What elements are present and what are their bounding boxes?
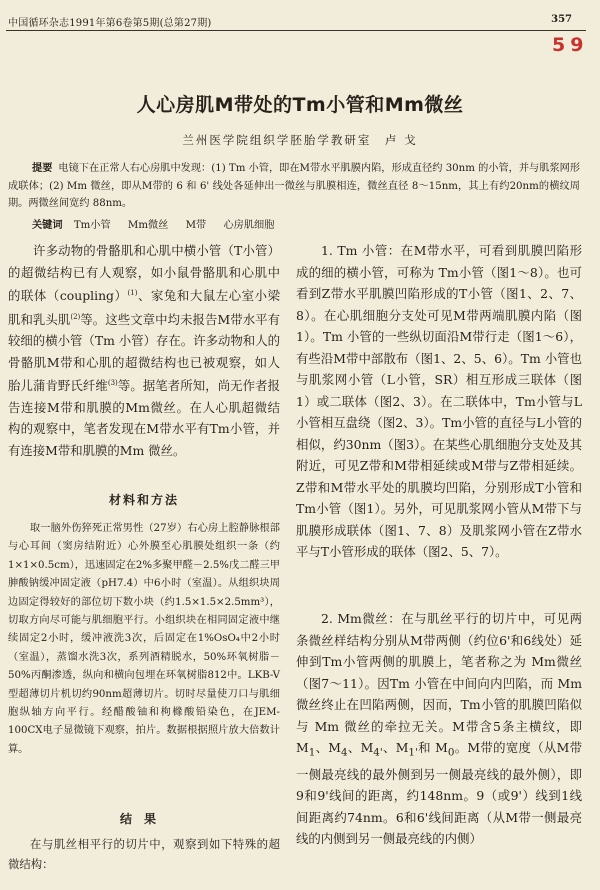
- intro-text: 、家兔和大鼠左心室小梁肌和乳头肌: [8, 288, 280, 327]
- intro-paragraph: [8, 240, 280, 461]
- citation: (2): [70, 312, 81, 321]
- keyword: M带: [185, 220, 207, 231]
- intro-text: 等。这些文章中均未报告M带水平有较细的横小管（Tm 小管）存在。许多动物和人的骨骼肌M带和心肌的超微结构也已被观察，如人胎儿蒲肯野氏纤维: [8, 311, 281, 394]
- abstract-text: 电镜下在正常人右心房肌中发现：(1) Tm 小管，即在M带水平肌膜内陷，形成直径约 30nm 的小管，并与肌浆网形成联体；(2) Mm 微丝，即从M带的 6 和 6' 线处各延伸出一微丝与肌膜相连，微丝直径 8～15nm，其上有约20nm的横纹周期。两微丝间宽约 88nm。: [8, 163, 581, 209]
- result-text: 、M: [347, 740, 374, 755]
- section-heading-methods: 材料和方法: [108, 493, 179, 507]
- abstract-label: 提要: [32, 163, 53, 174]
- section-heading-results: 结果: [119, 812, 168, 826]
- result-item-mm-filament: [296, 608, 582, 850]
- author-affiliation: 兰州医学院组织学胚胎学教研室 卢 戈: [182, 133, 418, 147]
- header-rule: [6, 30, 586, 31]
- page-number: 357: [551, 14, 572, 25]
- keywords: [32, 216, 288, 231]
- methods-paragraph: 取一脑外伤猝死正常男性（27岁）右心房上腔静脉根部与心耳间（窦房结附近）心外膜至心肌膜处组织一条（约1×1×0.5cm），迅速固定在2%多聚甲醛－2.5%戊二醛三甲胂酸钠缓冲固定液（pH7.4）中6小时（室温）。从组织块周边固定得较好的部位切下数小块（约1.5×1.5×2.5mm³），切取方向尽可能与肌细胞平行。小组织块在相同固定液中继续固定2小时，缓冲液洗3次，后固定在1%OsO₄中2小时（室温），蒸馏水洗3次，系列酒精脱水，50%环氧树脂－50%丙酮渗透，纵向和横向包埋在环氧树脂812中。LKB-V型超薄切片机切约90nm超薄切片。切时尽量使刀口与肌细胞纵轴方向平行。经醋酸铀和枸橼酸铅染色，在JEM-100CX电子显微镜下观察，拍片。数据根据照片放大倍数计算。: [8, 523, 280, 755]
- abstract: [8, 160, 580, 213]
- citation: (3): [107, 379, 118, 388]
- result-text: 、M: [315, 740, 341, 755]
- subscript: 4': [373, 746, 383, 759]
- subscript: 1: [308, 746, 316, 759]
- result-text: 、M: [382, 740, 409, 755]
- intro-text: 许多动物的骨骼肌和心肌中横小管（T小管）的超微结构已有人观察，如小鼠骨骼肌和心肌中的联体（coupling）: [8, 243, 280, 304]
- keyword: Tm小管: [73, 220, 111, 231]
- red-page-stamp: 59: [552, 34, 589, 56]
- subscript: 1': [408, 746, 418, 759]
- subscript: 0: [447, 746, 455, 759]
- results-paragraph: 在与肌丝相平行的切片中，观察到如下特殊的超微结构：: [8, 837, 280, 871]
- keyword: Mm微丝: [127, 220, 169, 231]
- keyword: 心房肌细胞: [223, 220, 275, 231]
- article-title: 人心房肌M带处的Tm小管和Mm微丝: [136, 94, 464, 116]
- intro-text: 等。据笔者所知，尚无作者报告连接M带和肌膜的Mm微丝。在人心肌超微结构的观察中，笔者发现在M带水平有Tm小管，并有连接M带和肌膜的Mm 微丝。: [8, 378, 281, 458]
- keywords-label: 关键词: [32, 220, 63, 231]
- citation: (1): [127, 289, 138, 297]
- result-item-tm-tubule: 1. Tm 小管：在M带水平，可看到肌膜凹陷形成的细的横小管，可称为 Tm小管（图1～8）。也可看到Z带水平肌膜凹陷形成的T小管（图1、2、7、8）。在心肌细胞分支处可见M带两端肌膜内陷（图1）。Tm 小管的一些纵切面沿M带行走（图1～6），有些沿M带中部散布（图1、2、5、6）。Tm 小管也与肌浆网小管（L小管，SR）相互形成三联体（图1）或二联体（图2、3）。在二联体中，Tm小管与L小管相互盘绕（图2、3）。Tm小管的直径与L小管的相似，约30nm（图3）。在某些心肌细胞分支处及其附近，可见Z带和M带相延续或M带与Z带相延续。Z带和M带水平处的肌膜均凹陷，分别形成T小管和Tm小管（图1）。另外，可见肌浆网小管从M带下与肌膜形成联体（图1、7、8）及肌浆网小管在Z带水平与T小管形成的联体（图2、5、7）。: [296, 243, 582, 559]
- result-text: 2. Mm微丝：在与肌丝平行的切片中，可见两条微丝样结构分别从M带两侧（约位6'和6线处）延伸到Tm小管两侧的肌膜上，笔者称之为 Mm微丝（图7～11）。因Tm 小管在中间向内凹陷，而 Mm微丝终止在凹陷两侧，因而，Tm小管的肌膜凹陷似与 Mm 微丝的牵拉无关。M带含5条主横纹，即M: [296, 611, 582, 755]
- result-text: 。M带的宽度（从M带一侧最亮线的最外侧到另一侧最亮线的最外侧），即9和9'线间的距离，约148nm。9（或9'）线到1线间距离约74nm。6和6'线间距离（从M带一侧最亮线的内侧到另一侧最亮线的内侧）: [296, 740, 583, 847]
- running-header-journal: 中国循环杂志1991年第6卷第5期(总第27期): [8, 18, 212, 29]
- result-text: 和 M: [417, 740, 448, 755]
- subscript: 4: [340, 746, 348, 759]
